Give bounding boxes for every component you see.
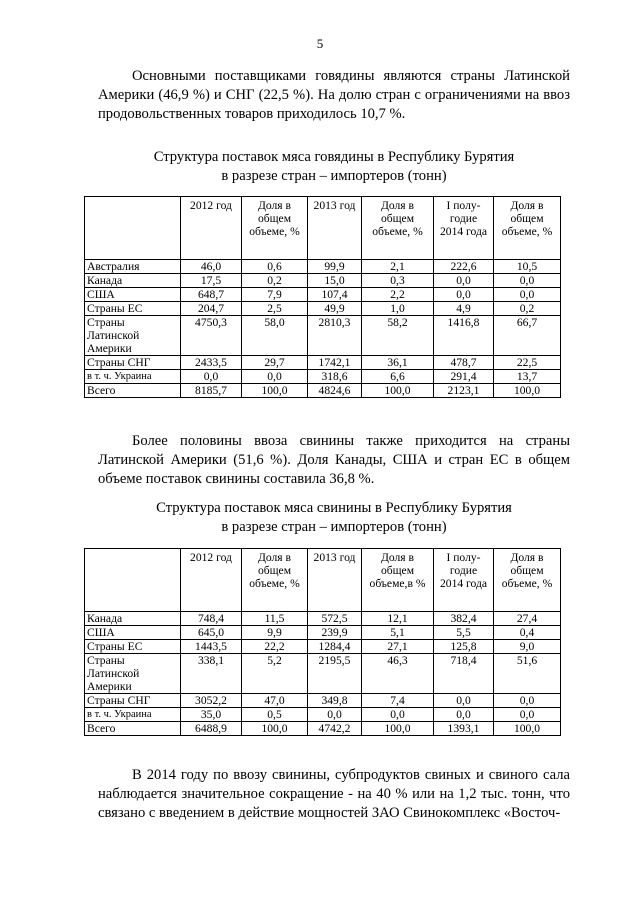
table-cell: 2,1 — [362, 260, 434, 274]
table-cell: 0,0 — [494, 694, 561, 708]
table-row — [85, 356, 561, 370]
table-cell: 0,0 — [362, 708, 434, 722]
table-cell: 36,1 — [362, 356, 434, 370]
row-label-cell: Страны СНГ — [85, 356, 181, 370]
table2-caption-line1: Структура поставок мяса свинины в Республику Бурятия — [156, 500, 512, 516]
table-header-cell: 2012 год — [181, 549, 242, 612]
table-header-cell: I полу-годие 2014 года — [434, 197, 494, 260]
table-cell: 125,8 — [434, 640, 494, 654]
table-cell: 3052,2 — [181, 694, 242, 708]
table-cell: 318,6 — [308, 370, 362, 384]
table-cell: 1443,5 — [181, 640, 242, 654]
paragraph-pork-suppliers: Более половины ввоза свинины также приходится на страны Латинской Америки (51,6 %). Доля Канады, США и стран ЕС в общем объеме поставок свинины составила 36,8 %. — [98, 433, 570, 487]
table-cell: 27,4 — [494, 612, 561, 626]
table-header-cell: Доля в общем объеме, % — [242, 549, 308, 612]
table2-caption-line2: в разрезе стран – импортеров (тонн) — [221, 519, 447, 535]
table-cell: 2,2 — [362, 288, 434, 302]
beef-imports-table — [84, 196, 561, 398]
beef-table-body — [85, 260, 561, 398]
table-cell: 8185,7 — [181, 384, 242, 398]
table-cell: 46,3 — [362, 654, 434, 694]
table-cell: 4824,6 — [308, 384, 362, 398]
table-cell: 645,0 — [181, 626, 242, 640]
row-label-cell: Канада — [85, 274, 181, 288]
table-cell: 0,0 — [494, 288, 561, 302]
table-row — [85, 694, 561, 708]
table-cell: 51,6 — [494, 654, 561, 694]
table-cell: 0,5 — [242, 708, 308, 722]
table-header-cell: 2013 год — [308, 197, 362, 260]
table-cell: 0,0 — [434, 274, 494, 288]
paragraph-beef-suppliers: Основными поставщиками говядины являются страны Латинской Америки (46,9 %) и СНГ (22,5 %). На долю стран с ограничениями на ввоз продовольственных товаров приходилось 10,7 %. — [98, 68, 570, 122]
table-cell: 107,4 — [308, 288, 362, 302]
table-cell: 748,4 — [181, 612, 242, 626]
table-row — [85, 370, 561, 384]
table-cell: 12,1 — [362, 612, 434, 626]
table-cell: 4742,2 — [308, 722, 362, 736]
table-cell: 0,0 — [494, 708, 561, 722]
table-cell: 478,7 — [434, 356, 494, 370]
table-cell: 0,2 — [242, 274, 308, 288]
table-cell: 338,1 — [181, 654, 242, 694]
table-cell: 0,0 — [181, 370, 242, 384]
table-header-cell — [85, 549, 181, 612]
table-cell: 7,9 — [242, 288, 308, 302]
table-cell: 100,0 — [362, 384, 434, 398]
pork-imports-table — [84, 548, 561, 736]
row-label-cell: Страны ЕС — [85, 302, 181, 316]
table2-caption — [98, 499, 570, 537]
table-cell: 7,4 — [362, 694, 434, 708]
table-row — [85, 260, 561, 274]
table-cell: 66,7 — [494, 316, 561, 356]
table-cell: 0,3 — [362, 274, 434, 288]
table-cell: 1393,1 — [434, 722, 494, 736]
table-cell: 10,5 — [494, 260, 561, 274]
table-cell: 47,0 — [242, 694, 308, 708]
row-label-cell: Страны Латинской Америки — [85, 316, 181, 356]
table-cell: 15,0 — [308, 274, 362, 288]
table-cell: 27,1 — [362, 640, 434, 654]
table-row — [85, 316, 561, 356]
row-label-cell: в т. ч. Украина — [85, 708, 181, 722]
table-cell: 572,5 — [308, 612, 362, 626]
paragraph-pork-decline: В 2014 году по ввозу свинины, субпродуктов свиных и свиного сала наблюдается значительное сокращение - на 40 % или на 1,2 тыс. тонн, что связано с введением в действие мощностей ЗАО Свинокомплекс «Восточ- — [98, 767, 570, 821]
table1-caption-line1: Структура поставок мяса говядины в Республику Бурятия — [153, 149, 515, 165]
table-cell: 0,2 — [494, 302, 561, 316]
table-cell: 46,0 — [181, 260, 242, 274]
table-cell: 239,9 — [308, 626, 362, 640]
table-cell: 100,0 — [494, 722, 561, 736]
table-header-cell: I полу-годие 2014 года — [434, 549, 494, 612]
table-row — [85, 626, 561, 640]
table-cell: 718,4 — [434, 654, 494, 694]
table-cell: 0,0 — [434, 288, 494, 302]
table-cell: 222,6 — [434, 260, 494, 274]
table-header-cell: Доля в общем объеме,в % — [362, 549, 434, 612]
table-row — [85, 302, 561, 316]
table-header-cell: Доля в общем объеме, % — [494, 549, 561, 612]
row-label-cell: Страны СНГ — [85, 694, 181, 708]
row-label-cell: Австралия — [85, 260, 181, 274]
table-cell: 17,5 — [181, 274, 242, 288]
table-row — [85, 640, 561, 654]
table-cell: 100,0 — [362, 722, 434, 736]
table-cell: 0,0 — [494, 274, 561, 288]
table-cell: 349,8 — [308, 694, 362, 708]
table-cell: 22,2 — [242, 640, 308, 654]
table-cell: 5,1 — [362, 626, 434, 640]
table-cell: 13,7 — [494, 370, 561, 384]
table-cell: 2433,5 — [181, 356, 242, 370]
pork-table-body — [85, 612, 561, 736]
table-header-row — [85, 549, 561, 612]
table-header-row — [85, 197, 561, 260]
table-header-cell: 2012 год — [181, 197, 242, 260]
table-cell: 100,0 — [494, 384, 561, 398]
table-cell: 58,2 — [362, 316, 434, 356]
table-row — [85, 722, 561, 736]
row-label-cell: Страны ЕС — [85, 640, 181, 654]
table-cell: 58,0 — [242, 316, 308, 356]
table-row — [85, 612, 561, 626]
table-cell: 0,0 — [308, 708, 362, 722]
table-cell: 6,6 — [362, 370, 434, 384]
table-header-cell: Доля в общем объеме, % — [494, 197, 561, 260]
table-cell: 100,0 — [242, 722, 308, 736]
table-cell: 1,0 — [362, 302, 434, 316]
table-cell: 0,4 — [494, 626, 561, 640]
table-cell: 2195,5 — [308, 654, 362, 694]
table-cell: 204,7 — [181, 302, 242, 316]
table-cell: 382,4 — [434, 612, 494, 626]
table-cell: 35,0 — [181, 708, 242, 722]
row-label-cell: Страны Латинской Америки — [85, 654, 181, 694]
table-cell: 5,5 — [434, 626, 494, 640]
table-cell: 0,6 — [242, 260, 308, 274]
table-cell: 99,9 — [308, 260, 362, 274]
table-cell: 1416,8 — [434, 316, 494, 356]
table-cell: 2123,1 — [434, 384, 494, 398]
table-cell: 29,7 — [242, 356, 308, 370]
table-header-cell: Доля в общем объеме, % — [362, 197, 434, 260]
table-cell: 6488,9 — [181, 722, 242, 736]
table1-caption-line2: в разрезе стран – импортеров (тонн) — [221, 168, 447, 184]
table1-caption — [98, 148, 570, 186]
table-cell: 2810,3 — [308, 316, 362, 356]
table-cell: 291,4 — [434, 370, 494, 384]
row-label-cell: США — [85, 288, 181, 302]
table-cell: 0,0 — [434, 694, 494, 708]
table-header-cell: Доля в общем объеме, % — [242, 197, 308, 260]
table-cell: 0,0 — [434, 708, 494, 722]
table-cell: 9,9 — [242, 626, 308, 640]
table-cell: 0,0 — [242, 370, 308, 384]
page-number: 5 — [316, 36, 324, 51]
table-cell: 648,7 — [181, 288, 242, 302]
table-cell: 5,2 — [242, 654, 308, 694]
table-cell: 100,0 — [242, 384, 308, 398]
table-row — [85, 288, 561, 302]
table-cell: 49,9 — [308, 302, 362, 316]
table-cell: 9,0 — [494, 640, 561, 654]
table-row — [85, 274, 561, 288]
row-label-cell: США — [85, 626, 181, 640]
table-cell: 4,9 — [434, 302, 494, 316]
table-cell: 2,5 — [242, 302, 308, 316]
table-cell: 1742,1 — [308, 356, 362, 370]
row-label-cell: Всего — [85, 384, 181, 398]
table-header-cell: 2013 год — [308, 549, 362, 612]
row-label-cell: в т. ч. Украина — [85, 370, 181, 384]
table-cell: 4750,3 — [181, 316, 242, 356]
table-cell: 11,5 — [242, 612, 308, 626]
table-row — [85, 708, 561, 722]
table-cell: 1284,4 — [308, 640, 362, 654]
row-label-cell: Всего — [85, 722, 181, 736]
table-header-cell — [85, 197, 181, 260]
table-row — [85, 384, 561, 398]
table-row — [85, 654, 561, 694]
table-cell: 22,5 — [494, 356, 561, 370]
row-label-cell: Канада — [85, 612, 181, 626]
